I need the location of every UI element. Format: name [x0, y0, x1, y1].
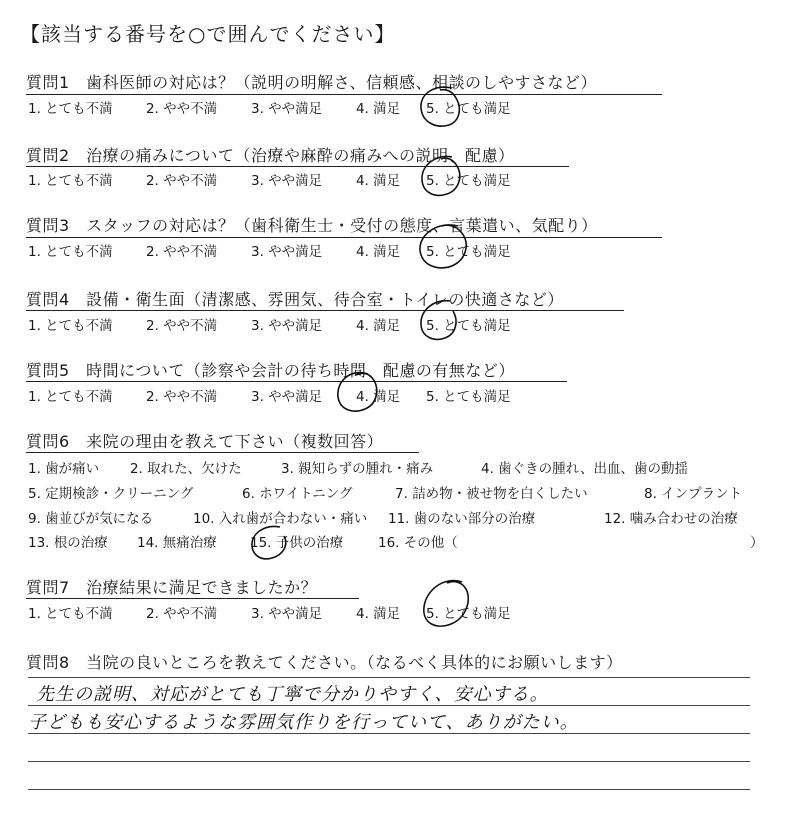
q5-option-4[interactable]: 4. 満足: [356, 389, 401, 405]
q4-option-2[interactable]: 2. やや不満: [146, 318, 218, 334]
q5-option-2[interactable]: 2. やや不満: [146, 389, 218, 405]
q4-option-4[interactable]: 4. 満足: [356, 318, 401, 334]
q1-option-4[interactable]: 4. 満足: [356, 101, 401, 117]
question-2-underline: [26, 166, 569, 167]
q3-option-3[interactable]: 3. やや満足: [251, 244, 323, 260]
q7-option-4[interactable]: 4. 満足: [356, 606, 401, 622]
q3-option-5[interactable]: 5. とても満足: [426, 244, 511, 260]
q5-option-3[interactable]: 3. やや満足: [251, 389, 323, 405]
q6-option-9[interactable]: 9. 歯並びが気になる: [28, 511, 154, 527]
q4-option-3[interactable]: 3. やや満足: [251, 318, 323, 334]
handwritten-answer-line-2: 子どもも安心するような雰囲気作りを行っていて、ありがたい。: [28, 712, 579, 733]
q6-option-7[interactable]: 7. 詰め物・被せ物を白くしたい: [395, 486, 588, 502]
q2-option-5[interactable]: 5. とても満足: [426, 173, 511, 189]
q6-option-5[interactable]: 5. 定期検診・クリーニング: [28, 486, 194, 502]
question-8-title: 質問8 当院の良いところを教えてください。（なるべく具体的にお願いします）: [26, 653, 623, 672]
q6-option-1[interactable]: 1. 歯が痛い: [28, 461, 100, 477]
q6-option-10[interactable]: 10. 入れ歯が合わない・痛い: [193, 511, 368, 527]
q6-option-11[interactable]: 11. 歯のない部分の治療: [388, 511, 536, 527]
q3-option-1[interactable]: 1. とても不満: [28, 244, 113, 260]
q1-option-3[interactable]: 3. やや満足: [251, 101, 323, 117]
q6-option-12[interactable]: 12. 噛み合わせの治療: [604, 511, 738, 527]
handwritten-answer-line-1: 先生の説明、対応がとても丁寧で分かりやすく、安心する。: [36, 684, 549, 705]
q7-option-3[interactable]: 3. やや満足: [251, 606, 323, 622]
question-6-title: 質問6 来院の理由を教えて下さい（複数回答）: [26, 432, 384, 451]
question-5-underline: [26, 381, 567, 382]
question-4-title: 質問4 設備・衛生面（清潔感、雰囲気、待合室・トイレの快適さなど）: [26, 290, 564, 309]
q2-option-4[interactable]: 4. 満足: [356, 173, 401, 189]
q6-other-close-paren: ）: [750, 535, 764, 551]
q6-option-13[interactable]: 13. 根の治療: [28, 535, 108, 551]
question-7-title: 質問7 治療結果に満足できましたか？: [26, 578, 318, 597]
q6-option-14[interactable]: 14. 無痛治療: [137, 535, 217, 551]
answer-line-1: [28, 677, 750, 678]
q4-option-5[interactable]: 5. とても満足: [426, 318, 511, 334]
q6-option-4[interactable]: 4. 歯ぐきの腫れ、出血、歯の動揺: [481, 461, 688, 477]
q3-option-4[interactable]: 4. 満足: [356, 244, 401, 260]
q6-option-15[interactable]: 15. 子供の治療: [250, 535, 344, 551]
q7-option-2[interactable]: 2. やや不満: [146, 606, 218, 622]
question-1-title: 質問1 歯科医師の対応は？（説明の明解さ、信頼感、相談のしやすさなど）: [26, 73, 598, 92]
q6-option-8[interactable]: 8. インプラント: [644, 486, 743, 502]
answer-line-4: [28, 761, 750, 762]
q2-option-3[interactable]: 3. やや満足: [251, 173, 323, 189]
question-1-underline: [26, 94, 662, 95]
question-7-underline: [26, 598, 359, 599]
q6-option-16[interactable]: 16. その他（: [378, 535, 458, 551]
question-3-title: 質問3 スタッフの対応は？（歯科衛生士・受付の態度、言葉遣い、気配り）: [26, 216, 598, 235]
survey-header: 【該当する番号を○で囲んでください】: [20, 22, 396, 46]
q2-option-2[interactable]: 2. やや不満: [146, 173, 218, 189]
q7-option-1[interactable]: 1. とても不満: [28, 606, 113, 622]
q5-option-5[interactable]: 5. とても満足: [426, 389, 511, 405]
question-3-underline: [26, 237, 662, 238]
q5-option-1[interactable]: 1. とても不満: [28, 389, 113, 405]
q6-option-6[interactable]: 6. ホワイトニング: [242, 486, 353, 502]
q4-option-1[interactable]: 1. とても不満: [28, 318, 113, 334]
q1-option-1[interactable]: 1. とても不満: [28, 101, 113, 117]
q2-option-1[interactable]: 1. とても不満: [28, 173, 113, 189]
question-4-underline: [26, 310, 624, 311]
question-6-underline: [26, 452, 419, 453]
q6-option-3[interactable]: 3. 親知らずの腫れ・痛み: [281, 461, 434, 477]
question-2-title: 質問2 治療の痛みについて（治療や麻酔の痛みへの説明、配慮）: [26, 146, 515, 165]
question-5-title: 質問5 時間について（診察や会計の待ち時間、配慮の有無など）: [26, 361, 515, 380]
q1-option-5[interactable]: 5. とても満足: [426, 101, 511, 117]
q6-option-2[interactable]: 2. 取れた、欠けた: [130, 461, 242, 477]
q1-option-2[interactable]: 2. やや不満: [146, 101, 218, 117]
answer-line-5: [28, 789, 750, 790]
q3-option-2[interactable]: 2. やや不満: [146, 244, 218, 260]
q7-option-5[interactable]: 5. とても満足: [426, 606, 511, 622]
